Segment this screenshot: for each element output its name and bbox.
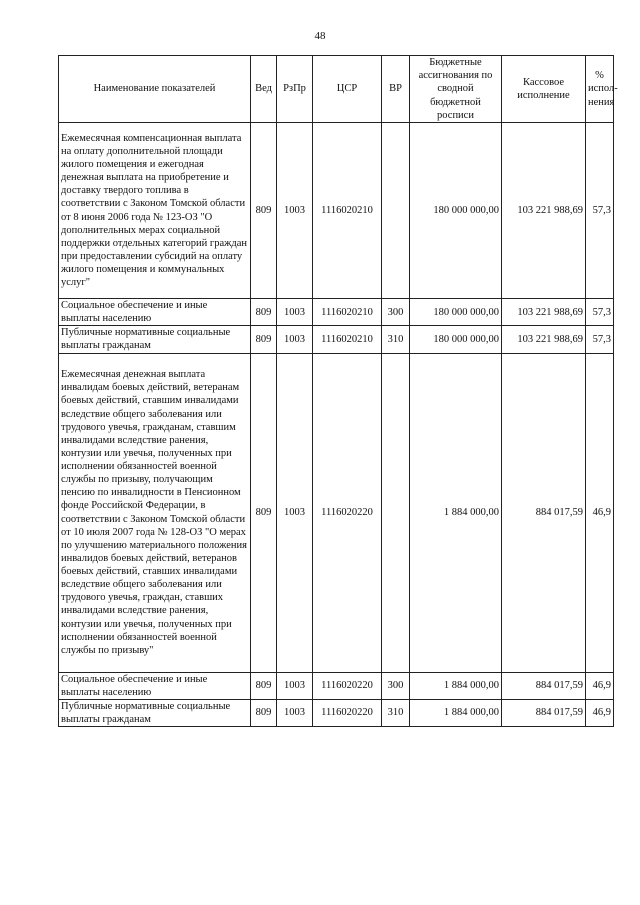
row-assignments: 1 884 000,00 — [410, 353, 502, 672]
row-cash-execution: 884 017,59 — [502, 699, 586, 726]
row-ved: 809 — [251, 326, 277, 353]
header-ved: Вед — [251, 56, 277, 123]
row-name: Социальное обеспечение и иные выплаты населению — [59, 672, 251, 699]
row-cash-execution: 884 017,59 — [502, 672, 586, 699]
row-cash-execution: 103 221 988,69 — [502, 299, 586, 326]
row-ved: 809 — [251, 299, 277, 326]
header-vr: ВР — [382, 56, 410, 123]
row-rzpr: 1003 — [277, 299, 313, 326]
row-rzpr: 1003 — [277, 326, 313, 353]
row-name: Ежемесячная компенсационная выплата на оплату дополнительной площади жилого помещения и ежегодная денежная выплата на приобретение и доставку твердого топлива в соответствии с Законом Томской области от 8 июня 2006 года № 123-ОЗ "О дополнительных мерах социальной поддержки отдельных категорий граждан при предоставлении субсидий на оплату жилого помещения и коммунальных услуг" — [59, 123, 251, 299]
row-name: Публичные нормативные социальные выплаты гражданам — [59, 699, 251, 726]
row-vr: 310 — [382, 326, 410, 353]
header-rzpr: РзПр — [277, 56, 313, 123]
page-number: 48 — [314, 30, 326, 42]
table-row — [59, 353, 614, 672]
table-row — [59, 299, 614, 326]
row-ved: 809 — [251, 123, 277, 299]
row-rzpr: 1003 — [277, 353, 313, 672]
row-vr: 300 — [382, 672, 410, 699]
header-cash-execution: Кассовое исполнение — [502, 56, 586, 123]
row-name: Социальное обеспечение и иные выплаты населению — [59, 299, 251, 326]
row-csr: 1116020220 — [313, 699, 382, 726]
row-execution-percent: 46,9 — [586, 353, 614, 672]
row-csr: 1116020210 — [313, 299, 382, 326]
row-cash-execution: 103 221 988,69 — [502, 123, 586, 299]
row-name: Публичные нормативные социальные выплаты гражданам — [59, 326, 251, 353]
header-csr: ЦСР — [313, 56, 382, 123]
row-assignments: 180 000 000,00 — [410, 123, 502, 299]
table-row — [59, 123, 614, 299]
row-execution-percent: 46,9 — [586, 699, 614, 726]
row-csr: 1116020210 — [313, 326, 382, 353]
table-row — [59, 699, 614, 726]
row-execution-percent: 46,9 — [586, 672, 614, 699]
row-vr: 310 — [382, 699, 410, 726]
row-assignments: 180 000 000,00 — [410, 299, 502, 326]
header-execution-percent: % испол- нения — [586, 56, 614, 123]
row-name: Ежемесячная денежная выплата инвалидам боевых действий, ветеранам боевых действий, ставшим инвалидами вследствие общего заболевания или трудового увечья, гражданам, ставшим инвалидами вследствие ранения, контузии или увечья, полученных при исполнении обязанностей военной службы по призыву, получающим пенсию по инвалидности в Пенсионном фонде Российской Федерации, в соответствии с Законом Томской области от 10 июля 2007 года № 128-ОЗ "О мерах по улучшению материального положения инвалидов боевых действий, ветеранов боевых действий, ставших инвалидами вследствие общего заболевания или трудового увечья, граждан, ставших инвалидами вследствие ранения, контузии или увечья, полученных при исполнении обязанностей военной службы по призыву" — [59, 353, 251, 672]
row-csr: 1116020220 — [313, 672, 382, 699]
header-assignments: Бюджетные ассигнования по сводной бюджетной росписи — [410, 56, 502, 123]
row-ved: 809 — [251, 699, 277, 726]
table-header-row — [59, 56, 614, 123]
row-assignments: 1 884 000,00 — [410, 672, 502, 699]
row-cash-execution: 884 017,59 — [502, 353, 586, 672]
row-vr — [382, 353, 410, 672]
row-vr — [382, 123, 410, 299]
row-execution-percent: 57,3 — [586, 299, 614, 326]
row-rzpr: 1003 — [277, 123, 313, 299]
row-assignments: 1 884 000,00 — [410, 699, 502, 726]
row-execution-percent: 57,3 — [586, 123, 614, 299]
table-row — [59, 672, 614, 699]
row-cash-execution: 103 221 988,69 — [502, 326, 586, 353]
table-row — [59, 326, 614, 353]
budget-table — [58, 55, 618, 727]
row-ved: 809 — [251, 672, 277, 699]
row-csr: 1116020220 — [313, 353, 382, 672]
row-assignments: 180 000 000,00 — [410, 326, 502, 353]
row-vr: 300 — [382, 299, 410, 326]
row-csr: 1116020210 — [313, 123, 382, 299]
row-execution-percent: 57,3 — [586, 326, 614, 353]
row-rzpr: 1003 — [277, 699, 313, 726]
row-ved: 809 — [251, 353, 277, 672]
row-rzpr: 1003 — [277, 672, 313, 699]
header-name: Наименование показателей — [59, 56, 251, 123]
